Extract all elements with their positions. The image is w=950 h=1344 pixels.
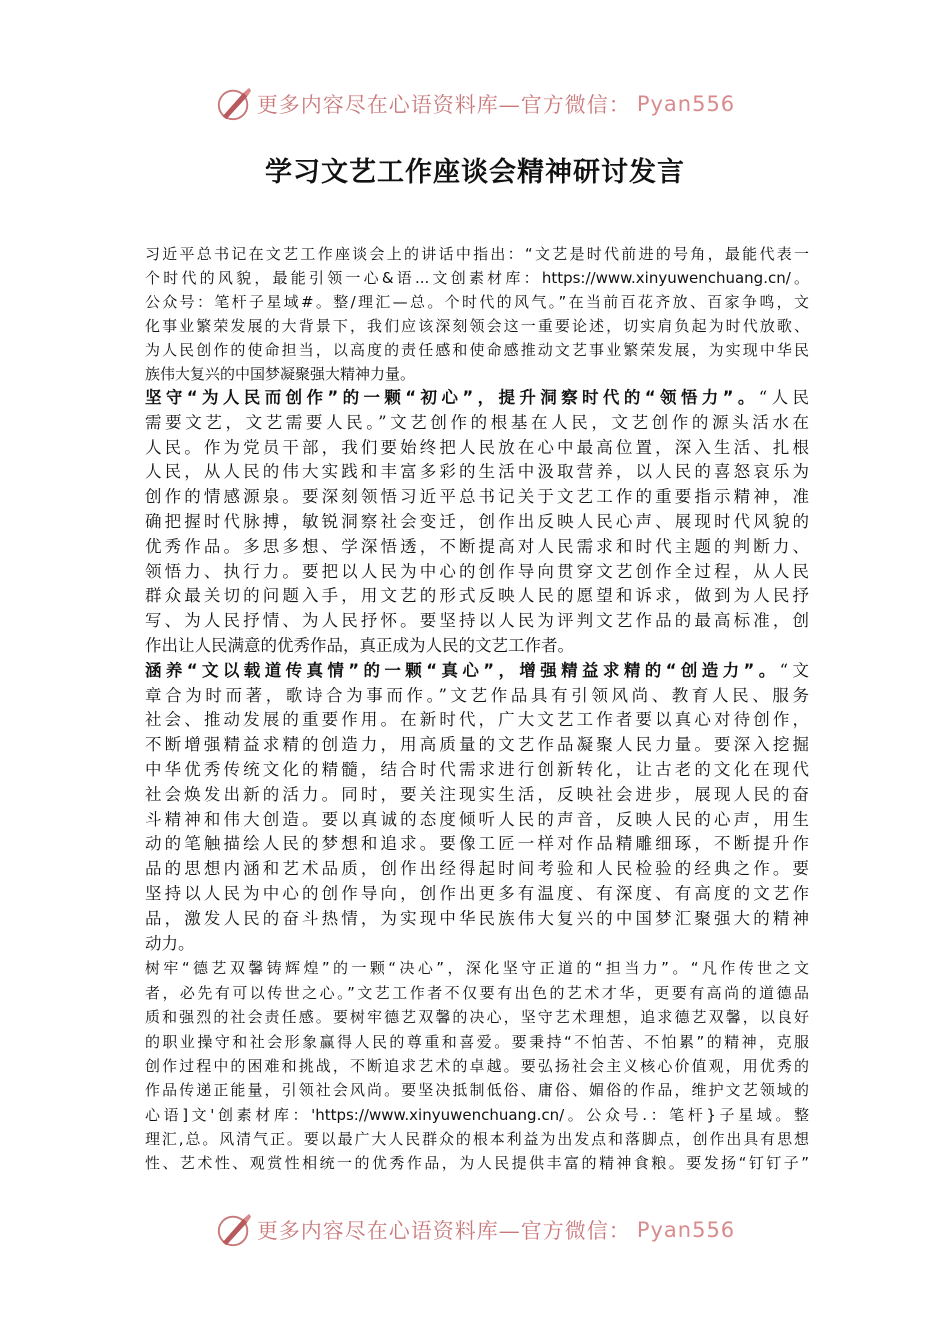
section-heading: 坚守“为人民而创作”的一颗“初心”，提升洞察时代的“领悟力”。 [145,388,759,407]
text-line: 领悟力、执行力。要把以人民为中心的创作导向贯穿文艺创作全过程，从人民 [145,561,809,581]
text-line: 个时代的风貌，最能引领一心&语...文创素材库：https://www.xinyuwenchuang.cn/。 [145,269,809,287]
header-banner [0,84,950,124]
text-line: 公众号：笔杆子星域#。整/理汇—总。个时代的风气。”在当前百花齐放、百家争鸣，文 [145,293,809,311]
page-title: 学习文艺工作座谈会精神研讨发言 [265,157,685,188]
section-heading: 涵养“文以载道传真情”的一颗“真心”，增强精益求精的“创造力”。 [145,660,780,680]
text-line: 品，激发人民的奋斗热情，为实现中华民族伟大复兴的中国梦汇聚强大的精神 [145,908,809,928]
text-line: 动力。 [145,933,195,953]
text-line: 化事业繁荣发展的大背景下，我们应该深刻领会这一重要论述，切实肩负起为时代放歌、 [145,317,809,335]
text-line: 坚守“为人民而创作”的一颗“初心”，提升洞察时代的“领悟力”。“人民 [145,388,809,407]
text-line: 族伟大复兴的中国梦凝聚强大精神力量。 [145,365,416,383]
text-line: 不断增强精益求精的创造力，用高质量的文艺作品凝聚人民力量。要深入挖掘 [145,735,809,755]
text-line: 人民。作为党员干部，我们要始终把人民放在心中最高位置，深入生活、扎根 [145,437,809,457]
text-line: 需要文艺，文艺需要人民。”文艺创作的根基在人民，文艺创作的源头活水在 [145,412,809,432]
text-line: 章合为时而著，歌诗合为事而作。”文艺作品具有引领风尚、教育人民、服务 [145,685,809,705]
text-line: 品的思想内涵和艺术品质，创作出经得起时间考验和人民检验的经典之作。要 [145,859,809,879]
pen-logo-icon [215,1211,253,1249]
paragraph-section-1 [145,386,809,659]
paragraph-section-3 [145,956,809,1176]
text-line: 为人民创作的使命担当，以高度的责任感和使命感推动文艺事业繁荣发展，为实现中华民 [145,341,809,359]
text-line: 写、为人民抒情、为人民抒怀。要坚持以人民为评判文艺作品的最高标准，创 [145,611,809,631]
text-line: 动的笔触描绘人民的梦想和追求。要像工匠一样对作品精雕细琢，不断提升作 [145,834,809,854]
wechat-id: Pyan556 [636,92,736,116]
pen-logo-icon [215,85,253,123]
banner-text: 更多内容尽在心语资料库—官方微信： [256,93,631,117]
document-body [145,242,809,1176]
paragraph-section-2 [145,659,809,957]
text-line: 社会、推动发展的重要作用。在新时代，广大文艺工作者要以真心对待创作， [145,710,809,730]
text-line: 人民，从人民的伟大实践和丰富多彩的生活中汲取营养，以人民的喜怒哀乐为 [145,462,809,482]
text-line: 确把握时代脉搏，敏锐洞察社会变迁，创作出反映人民心声、展现时代风貌的 [145,511,809,531]
paragraph-intro [145,242,809,386]
text-line: 的职业操守和社会形象赢得人民的尊重和喜爱。要秉持“不怕苦、不怕累”的精神，克服 [145,1032,809,1051]
text-line: 性、艺术性、观赏性相统一的优秀作品，为人民提供丰富的精神食粮。要发扬“钉钉子” [145,1154,809,1173]
text-line: 者，必先有可以传世之心。”文艺工作者不仅要有出色的艺术才华，更要有高尚的道德品 [145,983,809,1002]
banner-text: 更多内容尽在心语资料库—官方微信： [256,1219,631,1243]
text-line: 创作的情感源泉。要深刻领悟习近平总书记关于文艺工作的重要指示精神，准 [145,487,809,507]
text-line: 作品传递正能量，引领社会风尚。要坚决抵制低俗、庸俗、媚俗的作品，维护文艺领域的 [145,1081,809,1100]
text-line: 社会焕发出新的活力。同时，要关注现实生活，反映社会进步，展现人民的奋 [145,784,809,804]
wechat-id: Pyan556 [636,1218,736,1242]
text-line: 优秀作品。多思多想、学深悟透，不断提高对人民需求和时代主题的判断力、 [145,536,809,556]
text-line: 坚持以人民为中心的创作导向，创作出更多有温度、有深度、有高度的文艺作 [145,883,809,903]
text-line: 理汇,总。风清气正。要以最广大人民群众的根本利益为出发点和落脚点，创作出具有思想 [145,1130,809,1149]
text-line: 群众最关切的问题入手，用文艺的形式反映人民的愿望和诉求，做到为人民抒 [145,586,809,606]
text-line: 斗精神和伟大创造。要以真诚的态度倾听人民的声音，反映人民的心声，用生 [145,809,809,829]
text-line: 创作过程中的困难和挑战，不断追求艺术的卓越。要弘扬社会主义核心价值观，用优秀的 [145,1056,809,1075]
text-line: 涵养“文以载道传真情”的一颗“真心”，增强精益求精的“创造力”。“文 [145,660,809,680]
text-line: 中华优秀传统文化的精髓，结合时代需求进行创新转化，让古老的文化在现代 [145,759,809,779]
text-line: 心语]文'创素材库：'https://www.xinyuwenchuang.cn/。公众号.：笔杆}子星域。整 [145,1105,809,1124]
footer-banner [0,1210,950,1250]
text-line: 质和强烈的社会责任感。要树牢德艺双馨的决心，坚守艺术理想，追求德艺双馨，以良好 [145,1008,809,1027]
text-line: 树牢“德艺双馨铸辉煌”的一颗“决心”，深化坚守正道的“担当力”。“凡作传世之文 [145,959,809,978]
text-line: 习近平总书记在文艺工作座谈会上的讲话中指出：“文艺是时代前进的号角，最能代表一 [145,245,809,263]
text-line: 作出让人民满意的优秀作品，真正成为人民的文艺工作者。 [145,635,574,655]
